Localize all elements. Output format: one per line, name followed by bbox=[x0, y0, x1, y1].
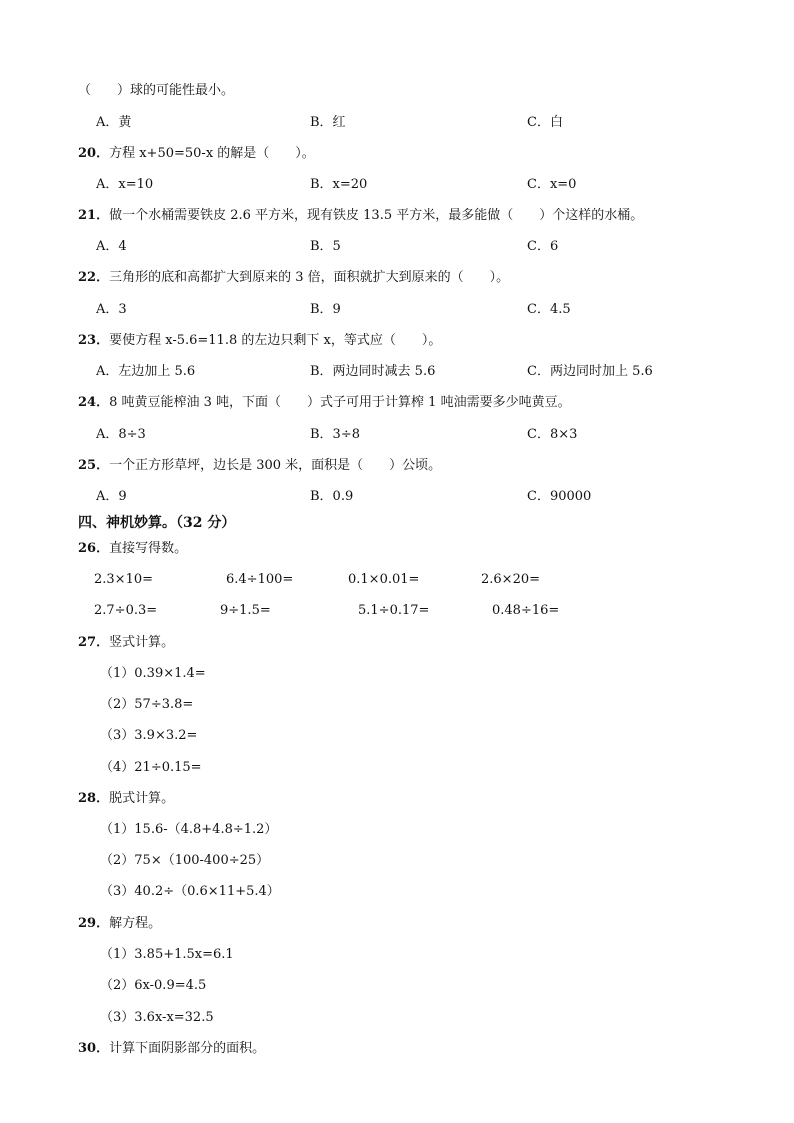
question-28 bbox=[78, 790, 174, 808]
question-text: 直接写得数。 bbox=[109, 541, 188, 556]
q22-option-b: B．9 bbox=[310, 302, 341, 317]
question-number: 21． bbox=[78, 208, 110, 223]
question-text: 做一个水桶需要铁皮 2.6 平方米，现有铁皮 13.5 平方米，最多能做（ ）个这样的水桶。 bbox=[109, 208, 644, 223]
mental-calc-item: 2.6×20= bbox=[481, 572, 541, 587]
question-20 bbox=[78, 145, 315, 163]
question-text: 8 吨黄豆能榨油 3 吨，下面（ ）式子可用于计算榨 1 吨油需要多少吨黄豆。 bbox=[109, 395, 571, 410]
mental-calc-item: 9÷1.5= bbox=[220, 603, 271, 618]
question-text: 三角形的底和高都扩大到原来的 3 倍，面积就扩大到原来的（ ）。 bbox=[109, 270, 510, 285]
question-23 bbox=[78, 332, 441, 350]
q21-option-a: A．4 bbox=[96, 239, 127, 254]
question-29 bbox=[78, 915, 161, 933]
mental-calc-item: 2.3×10= bbox=[94, 572, 154, 587]
q25-option-c: C．90000 bbox=[527, 489, 592, 504]
q21-option-c: C．6 bbox=[527, 239, 559, 254]
question-text: 一个正方形草坪，边长是 300 米，面积是（ ）公顷。 bbox=[109, 458, 442, 473]
question-text: 要使方程 x-5.6=11.8 的左边只剩下 x，等式应（ ）。 bbox=[109, 333, 442, 348]
question-number: 29． bbox=[78, 916, 110, 931]
vertical-calc-item-2: （2）57÷3.8= bbox=[100, 697, 194, 712]
vertical-calc-item-3: （3）3.9×3.2= bbox=[100, 728, 198, 743]
q25-option-a: A．9 bbox=[96, 489, 127, 504]
question-number: 20． bbox=[78, 146, 110, 161]
question-number: 28． bbox=[78, 791, 110, 806]
q24-option-a: A．8÷3 bbox=[96, 427, 146, 442]
step-calc-item-3: （3）40.2÷（0.6×11+5.4） bbox=[100, 884, 280, 899]
step-calc-item-2: （2）75×（100-400÷25） bbox=[100, 853, 270, 868]
question-27 bbox=[78, 634, 174, 652]
q23-option-a: A．左边加上 5.6 bbox=[96, 364, 196, 379]
equation-item-2: （2）6x-0.9=4.5 bbox=[100, 978, 207, 993]
question-21 bbox=[78, 207, 643, 225]
q24-option-c: C．8×3 bbox=[527, 427, 578, 442]
mental-calc-item: 2.7÷0.3= bbox=[94, 603, 158, 618]
question-number: 23． bbox=[78, 333, 110, 348]
question-26 bbox=[78, 540, 187, 558]
q20-option-a: A．x=10 bbox=[96, 177, 154, 192]
q23-option-c: C．两边同时加上 5.6 bbox=[527, 364, 653, 379]
question-number: 30． bbox=[78, 1041, 110, 1056]
q21-option-b: B．5 bbox=[310, 239, 341, 254]
question-text: 方程 x+50=50-x 的解是（ ）。 bbox=[109, 146, 315, 161]
question-25 bbox=[78, 457, 441, 475]
q19-option-c: C．白 bbox=[527, 115, 563, 130]
step-calc-item-1: （1）15.6-（4.8+4.8÷1.2） bbox=[100, 822, 278, 837]
question-number: 22． bbox=[78, 270, 110, 285]
question-text: 计算下面阴影部分的面积。 bbox=[109, 1041, 266, 1056]
question-number: 27． bbox=[78, 635, 110, 650]
question-text: 竖式计算。 bbox=[109, 635, 175, 650]
q24-option-b: B．3÷8 bbox=[310, 427, 360, 442]
vertical-calc-item-4: （4）21÷0.15= bbox=[100, 760, 202, 775]
equation-item-1: （1）3.85+1.5x=6.1 bbox=[100, 947, 234, 962]
question-24 bbox=[78, 394, 571, 412]
question-number: 26． bbox=[78, 541, 110, 556]
question-number: 24． bbox=[78, 395, 110, 410]
mental-calc-item: 0.1×0.01= bbox=[348, 572, 420, 587]
q19-option-a: A．黄 bbox=[96, 115, 132, 130]
q20-option-c: C．x=0 bbox=[527, 177, 577, 192]
q20-option-b: B．x=20 bbox=[310, 177, 368, 192]
q22-option-c: C．4.5 bbox=[527, 302, 571, 317]
mental-calc-item: 5.1÷0.17= bbox=[358, 603, 430, 618]
mental-calc-item: 0.48÷16= bbox=[492, 603, 560, 618]
q25-option-b: B．0.9 bbox=[310, 489, 354, 504]
q19-stem: （ ）球的可能性最小。 bbox=[78, 83, 235, 98]
mental-calc-item: 6.4÷100= bbox=[226, 572, 294, 587]
q22-option-a: A．3 bbox=[96, 302, 127, 317]
equation-item-3: （3）3.6x-x=32.5 bbox=[100, 1010, 214, 1025]
section-heading: 四、神机妙算。（32 分） bbox=[78, 515, 236, 531]
vertical-calc-item-1: （1）0.39×1.4= bbox=[100, 666, 206, 681]
question-number: 25． bbox=[78, 458, 110, 473]
question-text: 脱式计算。 bbox=[109, 791, 175, 806]
question-30 bbox=[78, 1040, 265, 1058]
q19-option-b: B．红 bbox=[310, 115, 346, 130]
question-text: 解方程。 bbox=[109, 916, 162, 931]
question-22 bbox=[78, 269, 509, 287]
q23-option-b: B．两边同时减去 5.6 bbox=[310, 364, 436, 379]
